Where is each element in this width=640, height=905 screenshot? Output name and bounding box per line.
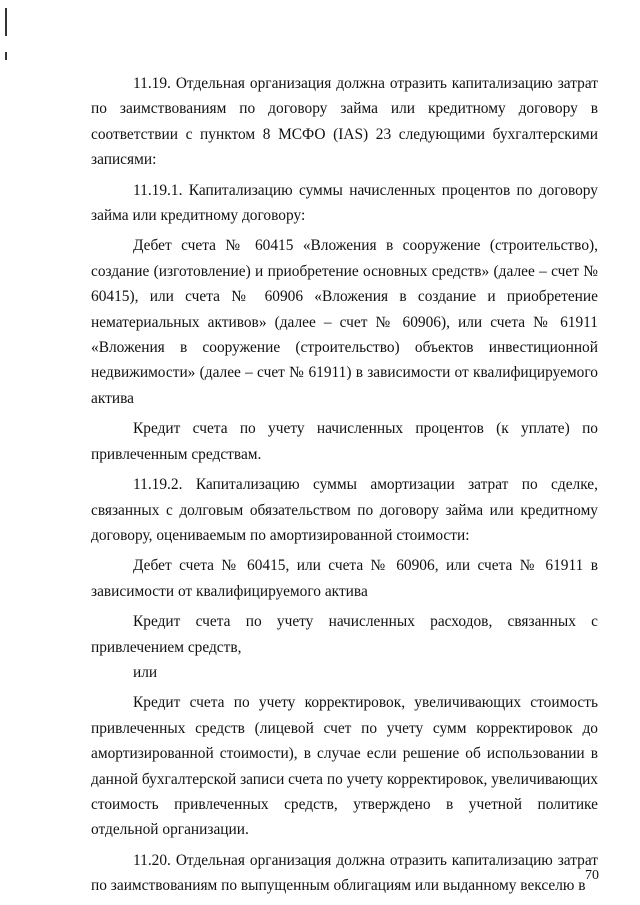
page-number: 70 bbox=[585, 868, 599, 883]
paragraph-debit-60415: Дебет счета № 60415 «Вложения в сооружение (строительство), создание (изготовление) и приобретение основных средств» (далее – счет № 60415), или счета № 60906 «Вложения в создание и приобретение нематериальных активов» (далее – счет № 60906), или счета № 61911 «Вложения в сооружение (строительство) объектов инвестиционной недвижимости» (далее – счет № 61911) в зависимости от квалифицируемого актива bbox=[91, 237, 598, 407]
scan-edge-mark bbox=[5, 8, 7, 36]
paragraph-credit-adjustments: Кредит счета по учету корректировок, увеличивающих стоимость привлеченных средств (лицевой счет по учету сумм корректировок до амортизированной стоимости), в случае если решение об использовании в данной бухгалтерской записи счета по учету корректировок, увеличивающих стоимость привлеченных средств, утверждено в учетной политике отдельной организации. bbox=[91, 694, 599, 839]
paragraph-11-19-2: 11.19.2. Капитализацию суммы амортизации затрат по сделке, связанных с долговым обязательством по договору займа или кредитному договору, оцениваемым по амортизированной стоимости: bbox=[91, 476, 598, 544]
paragraph-11-19: 11.19. Отдельная организация должна отразить капитализацию затрат по заимствованиям по договору займа или кредитному договору в соответствии с пунктом 8 МСФО (IAS) 23 следующими бухгалтерскими записями: bbox=[91, 75, 598, 169]
document-body bbox=[91, 71, 598, 899]
paragraph-debit-accounts: Дебет счета № 60415, или счета № 60906, или счета № 61911 в зависимости от квалифицируемого актива bbox=[91, 557, 598, 600]
paragraph-or: или bbox=[133, 663, 158, 681]
scan-edge-mark bbox=[5, 52, 7, 60]
paragraph-11-19-1: 11.19.1. Капитализацию суммы начисленных процентов по договору займа или кредитному договору: bbox=[91, 181, 598, 225]
paragraph-credit-interest: Кредит счета по учету начисленных процентов (к уплате) по привлеченным средствам. bbox=[91, 420, 598, 463]
paragraph-credit-expenses: Кредит счета по учету начисленных расходов, связанных с привлечением средств, bbox=[91, 613, 598, 656]
paragraph-11-20: 11.20. Отдельная организация должна отразить капитализацию затрат по заимствованиям по выпущенным облигациям или выданному векселю в bbox=[91, 851, 598, 895]
